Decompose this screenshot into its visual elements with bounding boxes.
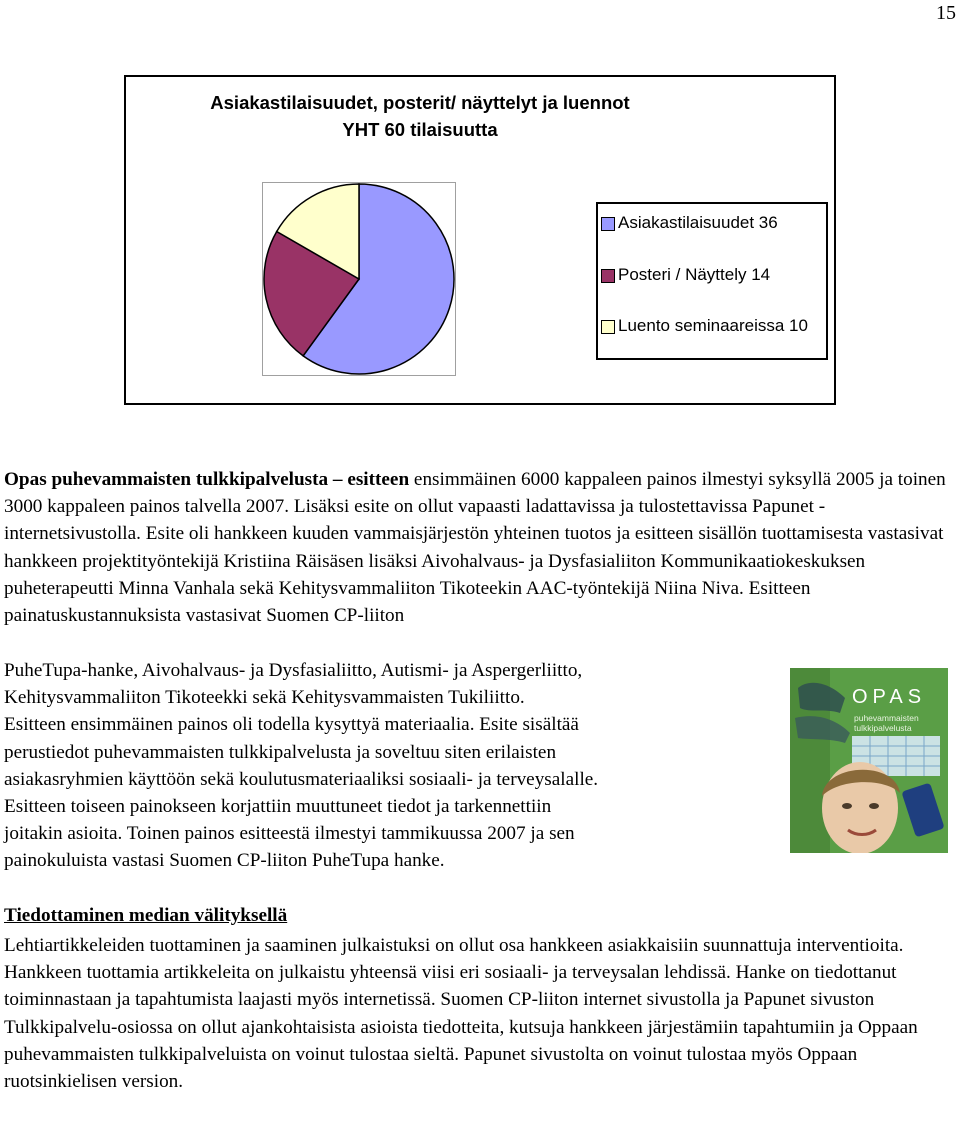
section-heading-media: Tiedottaminen median välityksellä [4, 905, 288, 926]
legend-swatch-luento [601, 320, 615, 334]
paragraph-line-6: Esitteen toiseen painokseen korjattiin muuttuneet tiedot ja tarkennettiin [4, 796, 552, 818]
paragraph-media-text: Lehtiartikkeleiden tuottaminen ja saaminen julkaistuksi on ollut osa hankkeen asiakkaisiin suunnattuja interventioita. Hankkeen tuottamia artikkeleita on julkaistu yhteensä viisi eri sosiaali- ja terveysalan lehdissä. Hanke on tiedottanut toiminnastaan ja tapahtumista laajasti myös internetissä. Suomen CP-liiton internet sivustolla ja Papunet sivuston Tulkkipalvelu-osiossa on ollut ajankohtaisista asioista tiedotteita, kutsuja hankkeen järjestämiin tapahtumiin ja Oppaan puhevammaisten tulkkipalveluista on voinut tulostaa sieltä. Papunet sivustolta on voinut tulostaa myös Oppaan ruotsinkielisen version. [4, 935, 918, 1093]
paragraph-line-1: PuheTupa-hanke, Aivohalvaus- ja Dysfasialiitto, Autismi- ja Aspergerliitto, [4, 660, 583, 681]
paragraph-line-5: asiakasryhmien käyttöön sekä koulutusmateriaaliksi sosiaali- ja terveysalalle. [4, 768, 599, 790]
paragraph-opas-rest: ensimmäinen 6000 kappaleen painos ilmestyi syksyllä 2005 ja toinen 3000 kappaleen painos talvella 2007. Lisäksi esite on ollut vapaasti ladattavissa ja tulostettavissa Papunet - internetsivustolla. Esite oli hankkeen kuuden vammaisjärjestön yhteinen tuotos ja esitteen sisällön tuottamisesta vastasivat hankkeen projektityöntekijä Kristiina Räisäsen lisäksi Aivohalvaus- ja Dysfasialiiton Kommunikaatiokeskuksen puheterapeutti Minna Vanhala sekä Kehitysvammaliiton Tikoteekin AAC-työntekijä Niina Niva. Esitteen painatuskustannuksista vastasivat Suomen CP-liiton [4, 469, 946, 627]
legend-label-asiakastilaisuudet: Asiakastilaisuudet 36 [618, 213, 778, 232]
pie-plot-area [262, 182, 456, 376]
chart-legend [596, 202, 828, 360]
legend-swatch-posteri [601, 269, 615, 283]
paragraph-line-2: Kehitysvammaliiton Tikoteekki sekä Kehitysvammaisten Tukiliitto. [4, 687, 525, 709]
legend-swatch-asiakastilaisuudet [601, 217, 615, 231]
paragraph-opas [4, 466, 949, 629]
paragraph-line-4: perustiedot puhevammaisten tulkkipalvelusta ja soveltuu siten erilaisten [4, 741, 557, 763]
page-number: 15 [936, 2, 956, 24]
paragraph-opas-text [4, 466, 949, 629]
legend-label-luento: Luento seminaareissa 10 [618, 316, 808, 335]
legend-label-posteri: Posteri / Näyttely 14 [618, 265, 771, 284]
booklet-subtitle: puhevammaisten tulkkipalvelusta [854, 713, 919, 733]
opas-booklet-image [790, 668, 948, 853]
booklet-title: OPAS [852, 686, 927, 708]
pie-chart [263, 183, 455, 375]
chart-title-line-2: YHT 60 tilaisuutta [342, 119, 498, 140]
paragraph-opas-bold: Opas puhevammaisten tulkkipalvelusta – esitteen [4, 469, 410, 490]
chart-title [126, 89, 714, 143]
paragraph-line-7: joitakin asioita. Toinen painos esitteestä ilmestyi tammikuussa 2007 ja sen [4, 823, 575, 845]
pie-chart-frame [124, 75, 836, 405]
chart-title-line-1: Asiakastilaisuudet, posterit/ näyttelyt ja luennot [210, 92, 630, 113]
paragraph-line-8: painokuluista vastasi Suomen CP-liiton PuheTupa hanke. [4, 850, 445, 872]
paragraph-opas-continued [4, 657, 784, 875]
paragraph-media [4, 932, 956, 1095]
paragraph-line-3: Esitteen ensimmäinen painos oli todella kysyttyä materiaalia. Esite sisältää [4, 714, 579, 736]
